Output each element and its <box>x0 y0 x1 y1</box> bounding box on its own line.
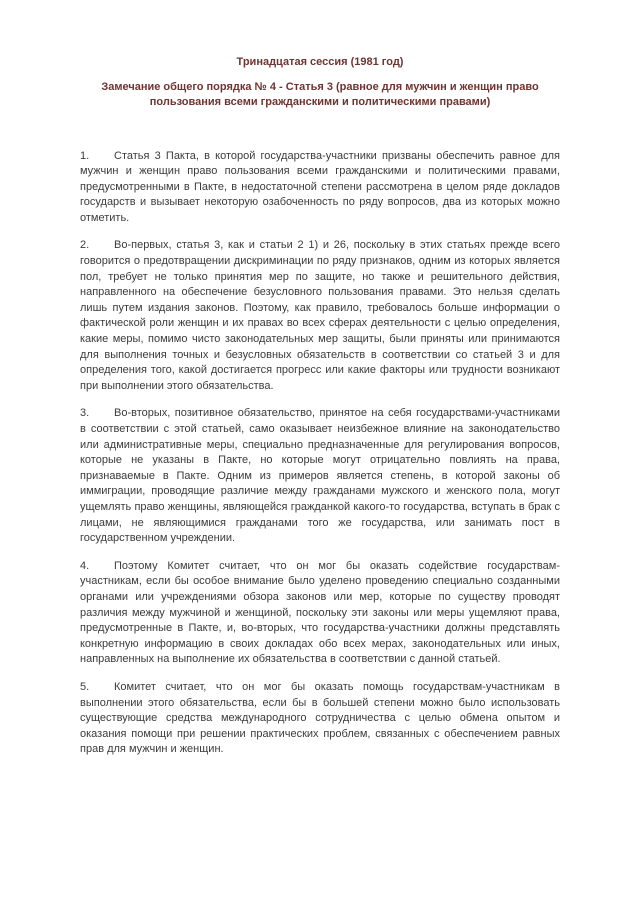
session-title: Тринадцатая сессия (1981 год) <box>236 56 404 68</box>
paragraph-3 <box>80 406 560 546</box>
paragraph-3-number: 3. <box>80 407 90 420</box>
paragraph-2-number: 2. <box>80 239 90 252</box>
paragraph-5-number: 5. <box>80 680 90 693</box>
paragraph-1-text: Статья 3 Пакта, в которой государства-участники призваны обеспечить равное для мужчин и женщин право пользования всеми гражданскими и политическими правами, предусмотренными в Пакте, в недостаточной степени рассмотрена в целом ряде докладов государств и вызывает некоторую озабоченность по ряду вопросов, два из которых можно отметить. <box>80 149 560 224</box>
paragraph-1-number: 1. <box>80 149 90 162</box>
paragraph-4-number: 4. <box>80 559 90 572</box>
document-body <box>80 149 560 758</box>
paragraph-2 <box>80 238 560 394</box>
paragraph-5 <box>80 680 560 758</box>
paragraph-2-text: Во-первых, статья 3, как и статьи 2 1) и 26, поскольку в этих статьях прежде всего говорится о предотвращении дискриминации по ряду признаков, одним из которых является пол, требует не только принятия мер по защите, но также и решительного действия, направленного на обеспечение безусловного пользования правами. Это нельзя сделать лишь путем издания законов. Поэтому, как правило, требовалось больше информации о фактической роли женщин и их правах во всех сферах деятельности с целью определения, какие меры, помимо чисто законодательных мер защиты, были приняты или принимаются для выполнения точных и безусловных обязательств в соответствии со статьей 3 и для определения того, какой достигается прогресс или какие факторы или трудности возникают при выполнении этого обязательства. <box>80 239 560 392</box>
paragraph-5-text: Комитет считает, что он мог бы оказать помощь государствам-участникам в выполнении этого обязательства, если бы в большей степени можно было использовать существующие средства международного сотрудничества с целью обмена опытом и оказания помощи при решении практических проблем, связанных с обеспечением равных прав для мужчин и женщин. <box>80 680 560 756</box>
paragraph-4 <box>80 559 560 668</box>
general-comment-title: Замечание общего порядка № 4 - Статья 3 (равное для мужчин и женщин право пользования всеми гражданскими и политическими правами) <box>101 80 539 108</box>
paragraph-3-text: Во-вторых, позитивное обязательство, принятое на себя государствами-участниками в соответствии с этой статьей, само оказывает неизбежное влияние на законодательство или административные меры, специально предназначенные для регулирования вопросов, которые не указаны в Пакте, но которые могут отрицательно повлиять на права, признаваемые в Пакте. Одним из примеров является степень, в которой законы об иммиграции, проводящие различие между гражданами мужского и женского пола, могут ущемлять право женщины, являющейся гражданкой какого-то государства, вступать в брак с лицами, не являющимися гражданами того же государства, или занимать пост в государственном учреждении. <box>80 407 560 545</box>
paragraph-1 <box>80 149 560 227</box>
paragraph-4-text: Поэтому Комитет считает, что он мог бы оказать содействие государствам-участникам, если бы особое внимание было уделено проведению специально созданными органами или учреждениями обзора законов или мер, которые по существу проводят различия между мужчиной и женщиной, поскольку эти законы или меры ущемляют права, предусмотренные в Пакте, и, во-вторых, что государства-участники должны представлять конкретную информацию в своих докладах обо всех мерах, законодательных или иных, направленных на выполнение их обязательства в соответствии с данной статьей. <box>80 559 560 666</box>
